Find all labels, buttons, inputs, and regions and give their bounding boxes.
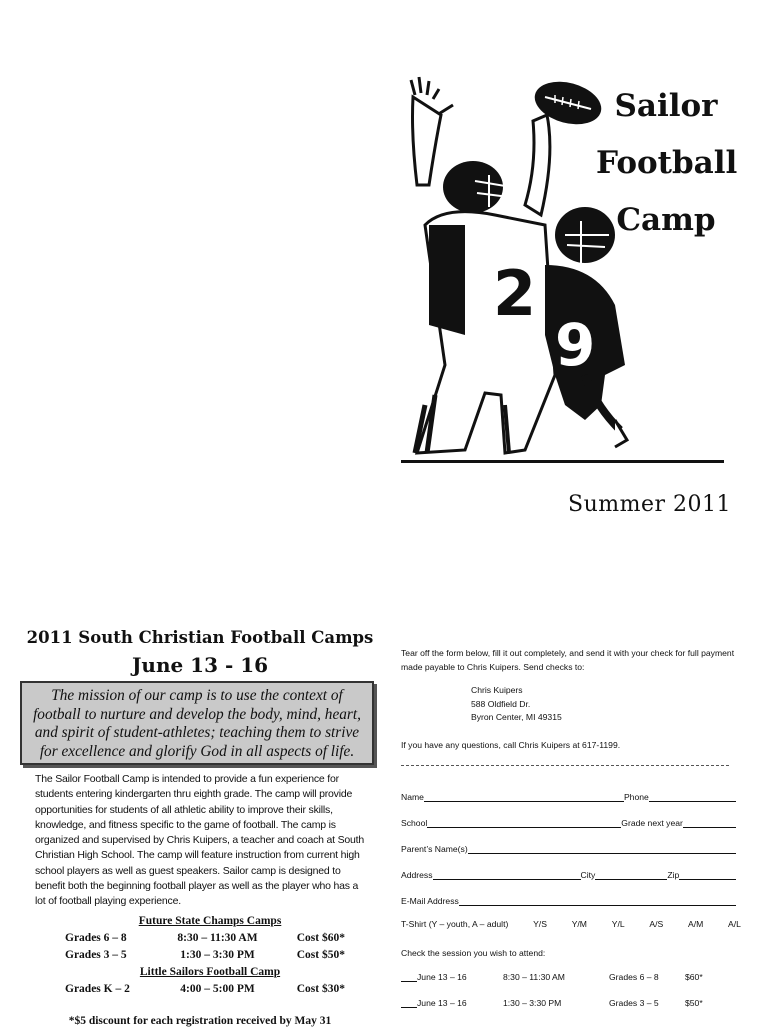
cover-title-line: Camp <box>616 202 716 238</box>
email-field[interactable] <box>459 895 736 906</box>
tear-line <box>401 765 729 766</box>
camp-cost: Cost $50* <box>296 949 345 961</box>
football-players-illustration <box>405 75 635 455</box>
session-time: 1:30 – 3:30 PM <box>503 998 562 1008</box>
session-grades: Grades 3 – 5 <box>609 998 659 1008</box>
zip-field[interactable] <box>679 869 736 880</box>
city-field[interactable] <box>595 869 667 880</box>
camp-time: 1:30 – 3:30 PM <box>180 949 255 961</box>
discount-note: *$5 discount for each registration received by May 31 <box>68 1015 332 1027</box>
cover-subtitle: Summer 2011 <box>568 492 731 517</box>
tshirt-option[interactable]: A/L <box>728 919 741 929</box>
parent-field[interactable] <box>468 843 736 854</box>
form-instructions: Tear off the form below, fill it out completely, and send it with your check for full payment made payable to Chris Kuipers. Send checks to: <box>401 648 735 672</box>
cover-divider <box>401 460 724 463</box>
camp-grades: Grades K – 2 <box>65 983 130 995</box>
session-cost: $50* <box>685 998 703 1008</box>
session-row <box>401 998 721 1008</box>
camp-time: 8:30 – 11:30 AM <box>177 932 258 944</box>
camp-row <box>65 930 345 947</box>
camps-dates: June 13 - 16 <box>131 653 269 677</box>
svg-text:9: 9 <box>555 311 596 379</box>
address-line: Byron Center, MI 49315 <box>471 712 562 722</box>
city-label: City <box>580 870 596 880</box>
cover-title-line: Football <box>596 145 738 181</box>
zip-label: Zip <box>667 870 680 880</box>
intro-paragraph: The Sailor Football Camp is intended to provide a fun experience for students entering kindergarten thru eighth grade. The camp will provide opportunities for students of all athletic ability to improve their skills, knowledge, and fitness specific to the game of football. The camp is organized and supervised by Chris Kuipers, a teacher and coach at South Christian High School. The camp will feature instruction from current high school players as well as guest speakers. Sailor camp is designed to benefit both the beginning football player as well as the player who has a lot of football playing experience. <box>35 773 365 908</box>
camp-time: 4:00 – 5:00 PM <box>180 983 255 995</box>
form-row <box>401 892 736 906</box>
phone-field[interactable] <box>649 791 736 802</box>
address-label: Address <box>401 870 433 880</box>
email-label: E-Mail Address <box>401 896 459 906</box>
tshirt-option[interactable]: Y/L <box>611 919 625 929</box>
form-row <box>401 840 736 854</box>
session-date: June 13 – 16 <box>417 998 467 1008</box>
camp-row <box>65 981 345 998</box>
session-checkbox[interactable] <box>401 998 417 1008</box>
mailing-address <box>471 684 671 725</box>
address-line: 588 Oldfield Dr. <box>471 698 531 709</box>
camp-grades: Grades 3 – 5 <box>65 949 127 961</box>
tshirt-option[interactable]: A/M <box>687 919 704 929</box>
form-row <box>401 814 736 828</box>
camp-row <box>65 947 345 964</box>
address-field[interactable] <box>433 869 581 880</box>
name-field[interactable] <box>424 791 624 802</box>
grade-label: Grade next year <box>621 818 683 828</box>
camp-group-heading: Little Sailors Football Camp <box>139 966 281 978</box>
cover-title-line: Sailor <box>614 88 718 124</box>
camp-schedule <box>65 913 345 998</box>
camp-grades: Grades 6 – 8 <box>65 932 127 944</box>
contact-note: If you have any questions, call Chris Kuipers at 617-1199. <box>401 740 621 750</box>
name-label: Name <box>401 792 424 802</box>
phone-label: Phone <box>623 792 649 802</box>
parent-label: Parent’s Name(s) <box>401 844 468 854</box>
session-prompt: Check the session you wish to attend: <box>401 948 546 958</box>
session-time: 8:30 – 11:30 AM <box>503 972 565 982</box>
school-label: School <box>401 818 428 828</box>
session-grades: Grades 6 – 8 <box>609 972 659 982</box>
tshirt-option[interactable]: Y/S <box>533 919 547 929</box>
grade-field[interactable] <box>683 817 736 828</box>
form-row <box>401 866 736 880</box>
session-checkbox[interactable] <box>401 972 417 982</box>
tshirt-label: T-Shirt (Y – youth, A – adult) <box>401 919 509 929</box>
camps-heading: 2011 South Christian Football Camps <box>26 628 374 647</box>
tshirt-option[interactable]: A/S <box>649 919 664 929</box>
svg-text:2: 2 <box>493 257 537 330</box>
camp-cost: Cost $60* <box>296 932 345 944</box>
session-date: June 13 – 16 <box>417 972 467 982</box>
session-row <box>401 972 721 982</box>
session-cost: $60* <box>685 972 703 982</box>
tshirt-size-row <box>401 919 741 929</box>
mission-statement: The mission of our camp is to use the context of football to nurture and develop the body, mind, heart, and spirit of student-athletes; teaching them to strive for excellence and glorify God in all aspects of life. <box>20 681 374 765</box>
form-row <box>401 788 736 802</box>
address-line: Chris Kuipers <box>471 685 523 695</box>
camp-group-heading: Future State Champs Camps <box>138 915 282 927</box>
school-field[interactable] <box>427 817 621 828</box>
tshirt-option[interactable]: Y/M <box>571 919 587 929</box>
camp-cost: Cost $30* <box>296 983 345 995</box>
